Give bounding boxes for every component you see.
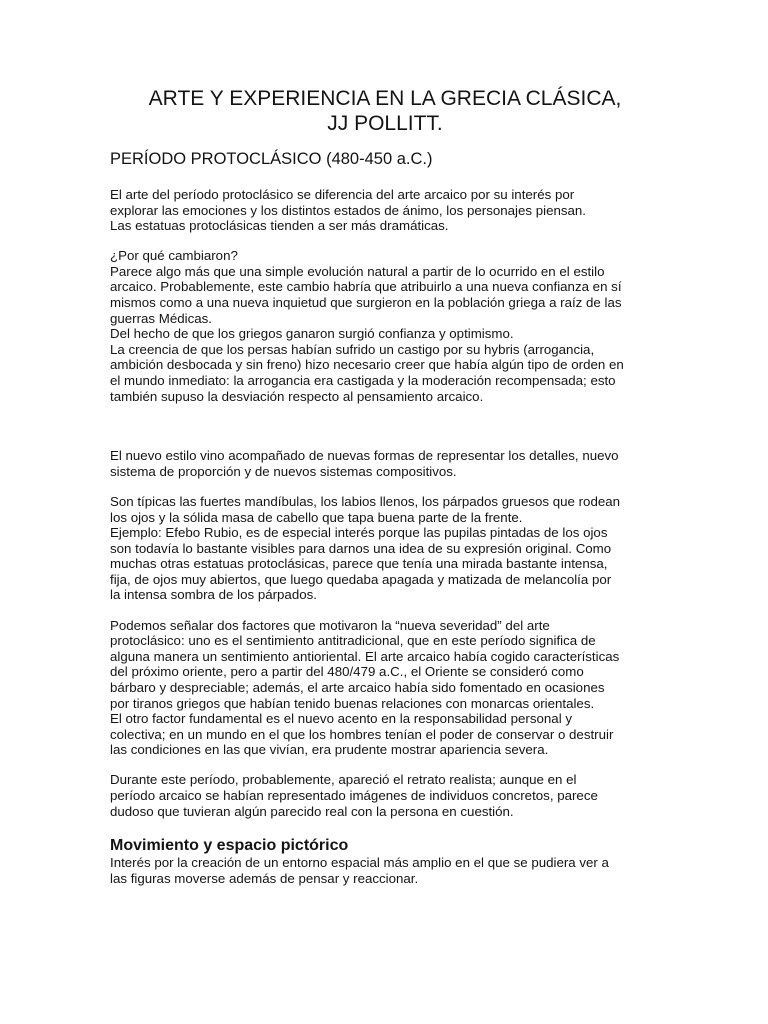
document-title xyxy=(110,86,660,136)
text-line: Del hecho de que los griegos ganaron surgió confianza y optimismo. xyxy=(110,326,514,342)
paragraph xyxy=(110,448,660,479)
text-line: muchas otras estatuas protoclásicas, parece que tenía una mirada bastante intensa, xyxy=(110,556,608,572)
text-line: ¿Por qué cambiaron? xyxy=(110,248,238,264)
text-line: Las estatuas protoclásicas tienden a ser más dramáticas. xyxy=(110,218,449,234)
text-line: dudoso que tuvieran algún parecido real con la persona en cuestión. xyxy=(110,803,514,819)
section-body xyxy=(110,187,660,819)
text-line: alguna manera un sentimiento antioriental. El arte arcaico había cogido características xyxy=(110,648,620,664)
text-line: El nuevo estilo vino acompañado de nuevas formas de representar los detalles, nuevo xyxy=(110,448,619,464)
text-line: bárbaro y despreciable; además, el arte arcaico había sido fomentado en ocasiones xyxy=(110,679,605,695)
text-line: la intensa sombra de los párpados. xyxy=(110,587,317,603)
text-line: Ejemplo: Efebo Rubio, es de especial interés porque las pupilas pintadas de los ojos xyxy=(110,525,608,541)
text-line: las figuras moverse además de pensar y reaccionar. xyxy=(110,870,419,886)
paragraph xyxy=(110,772,660,819)
text-line: el mundo inmediato: la arrogancia era castigada y la moderación recompensada; esto xyxy=(110,373,616,389)
paragraph xyxy=(110,855,660,886)
section-heading-protoclasico: PERÍODO PROTOCLÁSICO (480-450 a.C.) xyxy=(110,150,433,168)
text-line: Parece algo más que una simple evolución natural a partir de lo ocurrido en el estilo xyxy=(110,263,605,279)
text-line: del próximo oriente, pero a partir del 480/479 a.C., el Oriente se consideró como xyxy=(110,664,584,680)
paragraph xyxy=(110,494,660,603)
text-line: ambición desbocada y sin freno) hizo necesario creer que había algún tipo de orden en xyxy=(110,357,624,373)
text-line: colectiva; en un mundo en el que los hombres tenían el poder de conservar o destruir xyxy=(110,726,614,742)
text-line: fija, de ojos muy abiertos, que luego quedaba apagada y matizada de melancolía por xyxy=(110,571,612,587)
text-line: Interés por la creación de un entorno espacial más amplio en el que se pudiera ver a xyxy=(110,855,609,871)
text-line: explorar las emociones y los distintos estados de ánimo, los personajes piensan. xyxy=(110,202,586,218)
paragraph xyxy=(110,187,660,234)
text-line: también supuso la desviación respecto al pensamiento arcaico. xyxy=(110,388,484,404)
text-line: El otro factor fundamental es el nuevo acento en la responsabilidad personal y xyxy=(110,711,572,727)
title-line-2: JJ POLLITT. xyxy=(327,112,443,135)
section-heading-movimiento: Movimiento y espacio pictórico xyxy=(110,837,349,855)
text-line: sistema de proporción y de nuevos sistemas compositivos. xyxy=(110,463,457,479)
text-line: Son típicas las fuertes mandíbulas, los labios llenos, los párpados gruesos que rodean xyxy=(110,493,621,509)
text-line: son todavía lo bastante visibles para darnos una idea de su expresión original. Como xyxy=(110,540,612,556)
section-movimiento xyxy=(110,836,660,886)
text-line: Podemos señalar dos factores que motivaron la “nueva severidad” del arte xyxy=(110,617,550,633)
text-line: período arcaico se habían representado imágenes de individuos concretos, parece xyxy=(110,788,598,803)
text-line: guerras Médicas. xyxy=(110,310,212,326)
text-line: las condiciones en las que vivían, era prudente mostrar apariencia severa. xyxy=(110,742,549,758)
text-line: por tiranos griegos que habían tenido buenas relaciones con monarcas orientales. xyxy=(110,695,595,711)
paragraph xyxy=(110,248,660,404)
text-line: El arte del período protoclásico se diferencia del arte arcaico por su interés por xyxy=(110,187,575,202)
text-line: los ojos y la sólida masa de cabello que tapa buena parte de la frente. xyxy=(110,509,523,525)
text-line: Durante este período, probablemente, apareció el retrato realista; aunque en el xyxy=(110,772,577,788)
text-line: mismos como a una nueva inquietud que surgieron en la población griega a raíz de las xyxy=(110,295,622,311)
text-line: La creencia de que los persas habían sufrido un castigo por su hybris (arrogancia, xyxy=(110,341,595,357)
title-line-1: ARTE Y EXPERIENCIA EN LA GRECIA CLÁSICA, xyxy=(148,87,622,110)
text-line: protoclásico: uno es el sentimiento antitradicional, que en este período significa de xyxy=(110,633,596,649)
document-page xyxy=(110,86,660,886)
text-line: arcaico. Probablemente, este cambio habría que atribuirlo a una nueva confianza en sí xyxy=(110,279,622,295)
paragraph xyxy=(110,618,660,758)
